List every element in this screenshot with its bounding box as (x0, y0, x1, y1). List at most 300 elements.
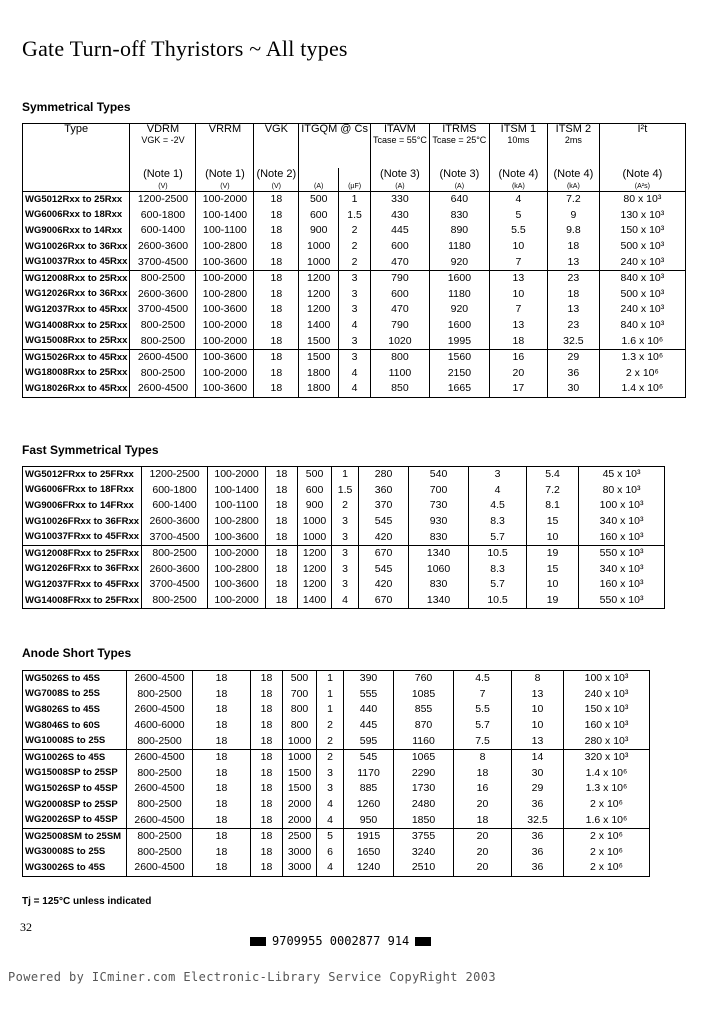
value-cell: 1800 (299, 381, 339, 397)
value-cell: 1160 (394, 733, 454, 749)
unit-7: (kA) (489, 182, 547, 192)
value-cell: 30 (547, 381, 599, 397)
value-cell: 29 (547, 349, 599, 365)
value-cell: 9 (547, 208, 599, 224)
value-cell: 18 (266, 562, 298, 578)
value-cell: 18 (251, 718, 283, 734)
value-cell: 16 (489, 349, 547, 365)
value-cell: 18 (254, 223, 299, 239)
value-cell: 1600 (429, 318, 489, 334)
value-cell: 18 (193, 671, 251, 687)
footnote: Tj = 125°C unless indicated (22, 896, 152, 907)
note-4 (339, 168, 371, 182)
value-cell: 855 (394, 702, 454, 718)
barcode-text: 9709955 0002877 914 (272, 934, 410, 948)
value-cell: 555 (344, 687, 394, 703)
value-cell: 36 (512, 828, 564, 844)
note-2: (Note 2) (254, 168, 299, 182)
value-cell: 2 (317, 733, 344, 749)
header-itsm2-condition: 2ms (564, 134, 582, 145)
value-cell: 10 (489, 287, 547, 303)
type-cell: WG14008FRxx to 25FRxx (23, 593, 142, 609)
value-cell: 1850 (394, 812, 454, 828)
value-cell: 16 (454, 781, 512, 797)
value-cell: 1000 (298, 514, 332, 530)
value-cell: 4 (339, 381, 371, 397)
header-vdrm-condition: VGK = -2V (141, 134, 185, 145)
value-cell: 1665 (429, 381, 489, 397)
unit-6: (A) (429, 182, 489, 192)
note-7: (Note 4) (489, 168, 547, 182)
value-cell: 7.2 (547, 192, 599, 208)
type-cell: WG12037Rxx to 45Rxx (23, 302, 130, 318)
value-cell: 2600-4500 (127, 860, 193, 876)
header-itavm-label: ITAVM (383, 123, 416, 135)
value-cell: 1065 (394, 749, 454, 765)
header-vdrm (130, 124, 196, 169)
value-cell: 1200 (298, 545, 332, 561)
table-row (23, 381, 686, 397)
value-cell: 3700-4500 (142, 529, 208, 545)
header-itsm1-condition: 10ms (507, 134, 530, 145)
value-cell: 18 (193, 828, 251, 844)
value-cell: 800-2500 (142, 593, 208, 609)
value-cell: 600-1400 (130, 223, 196, 239)
value-cell: 4 (339, 318, 371, 334)
value-cell: 730 (409, 498, 469, 514)
value-cell: 2600-4500 (127, 749, 193, 765)
unit-5: (A) (370, 182, 429, 192)
value-cell: 1915 (344, 828, 394, 844)
value-cell: 2150 (429, 366, 489, 382)
value-cell: 10 (527, 529, 579, 545)
value-cell: 18 (266, 514, 298, 530)
value-cell: 100-2000 (196, 366, 254, 382)
value-cell: 1.3 x 10⁶ (599, 349, 685, 365)
value-cell: 2 x 10⁶ (564, 797, 650, 813)
table-row (23, 687, 650, 703)
value-cell: 2600-4500 (130, 349, 196, 365)
value-cell: 2000 (283, 812, 317, 828)
table-row (23, 766, 650, 782)
value-cell: 4 (317, 797, 344, 813)
header-itgqm-label: ITGQM @ Cs (301, 123, 368, 135)
value-cell: 420 (359, 529, 409, 545)
value-cell: 1.4 x 10⁶ (599, 381, 685, 397)
value-cell: 1170 (344, 766, 394, 782)
value-cell: 3000 (283, 860, 317, 876)
value-cell: 1100 (370, 366, 429, 382)
value-cell: 18 (266, 545, 298, 561)
table-row (23, 287, 686, 303)
header-i2t-label: I²t (637, 123, 648, 135)
value-cell: 18 (193, 718, 251, 734)
value-cell: 800-2500 (127, 687, 193, 703)
value-cell: 3700-4500 (142, 577, 208, 593)
value-cell: 2600-3600 (142, 562, 208, 578)
value-cell: 840 x 10³ (599, 318, 685, 334)
value-cell: 500 (298, 467, 332, 483)
value-cell: 18 (254, 366, 299, 382)
header-itgqm (299, 124, 371, 169)
value-cell: 670 (359, 593, 409, 609)
value-cell: 1 (317, 671, 344, 687)
value-cell: 10 (527, 577, 579, 593)
value-cell: 13 (512, 687, 564, 703)
header-row (23, 124, 686, 169)
value-cell: 1000 (298, 529, 332, 545)
value-cell: 2 x 10⁶ (599, 366, 685, 382)
type-cell: WG5012Rxx to 25Rxx (23, 192, 130, 208)
value-cell: 13 (489, 270, 547, 286)
value-cell: 100-1400 (196, 208, 254, 224)
value-cell: 18 (254, 349, 299, 365)
value-cell: 32.5 (512, 812, 564, 828)
value-cell: 600-1800 (130, 208, 196, 224)
header-vgk (254, 124, 299, 169)
value-cell: 2600-4500 (127, 702, 193, 718)
value-cell: 100-3600 (208, 577, 266, 593)
type-cell: WG12037FRxx to 45FRxx (23, 577, 142, 593)
value-cell: 800-2500 (130, 270, 196, 286)
value-cell: 800-2500 (130, 366, 196, 382)
value-cell: 100-3600 (196, 381, 254, 397)
value-cell: 1340 (409, 593, 469, 609)
value-cell: 10 (512, 718, 564, 734)
value-cell: 800-2500 (130, 333, 196, 349)
page-number: 32 (20, 920, 32, 934)
value-cell: 30 (512, 766, 564, 782)
type-cell: WG14008Rxx to 25Rxx (23, 318, 130, 334)
value-cell: 4.5 (469, 498, 527, 514)
fast-symmetrical-types-table (22, 466, 665, 609)
value-cell: 18 (193, 812, 251, 828)
unit-9: (A²s) (599, 182, 685, 192)
header-itrms-condition: Tcase = 25°C (432, 134, 487, 145)
value-cell: 6 (317, 845, 344, 861)
value-cell: 18 (266, 483, 298, 499)
value-cell: 1 (317, 687, 344, 703)
value-cell: 100-2000 (196, 270, 254, 286)
value-cell: 2600-4500 (127, 781, 193, 797)
type-cell: WG7008S to 25S (23, 687, 127, 703)
barcode-block-left (250, 937, 266, 946)
value-cell: 240 x 10³ (599, 302, 685, 318)
value-cell: 360 (359, 483, 409, 499)
value-cell: 600 (298, 483, 332, 499)
value-cell: 32.5 (547, 333, 599, 349)
value-cell: 500 x 10³ (599, 287, 685, 303)
value-cell: 3 (339, 270, 371, 286)
value-cell: 100-2800 (196, 239, 254, 255)
type-cell: WG10037Rxx to 45Rxx (23, 254, 130, 270)
value-cell: 18 (254, 381, 299, 397)
value-cell: 2510 (394, 860, 454, 876)
value-cell: 18 (193, 766, 251, 782)
type-cell: WG9006FRxx to 14FRxx (23, 498, 142, 514)
section-title-anode: Anode Short Types (22, 646, 132, 660)
value-cell: 800 (283, 702, 317, 718)
table-row (23, 718, 650, 734)
value-cell: 100-2800 (196, 287, 254, 303)
value-cell: 5.7 (454, 718, 512, 734)
value-cell: 18 (251, 812, 283, 828)
value-cell: 100-1100 (208, 498, 266, 514)
value-cell: 18 (266, 593, 298, 609)
value-cell: 1500 (299, 349, 339, 365)
value-cell: 2480 (394, 797, 454, 813)
value-cell: 3755 (394, 828, 454, 844)
value-cell: 830 (409, 577, 469, 593)
value-cell: 700 (283, 687, 317, 703)
value-cell: 18 (454, 766, 512, 782)
table-row (23, 845, 650, 861)
value-cell: 1730 (394, 781, 454, 797)
value-cell: 18 (254, 270, 299, 286)
anode-short-types-table (22, 670, 650, 877)
value-cell: 4 (317, 860, 344, 876)
header-itsm1 (489, 124, 547, 169)
value-cell: 1000 (299, 254, 339, 270)
value-cell: 1340 (409, 545, 469, 561)
unit-8: (kA) (547, 182, 599, 192)
value-cell: 2 x 10⁶ (564, 845, 650, 861)
type-cell: WG15026SP to 45SP (23, 781, 127, 797)
value-cell: 1200 (299, 270, 339, 286)
type-cell: WG10026Rxx to 36Rxx (23, 239, 130, 255)
table-row (23, 749, 650, 765)
table-row (23, 529, 665, 545)
value-cell: 1.5 (339, 208, 371, 224)
value-cell: 2600-4500 (130, 381, 196, 397)
value-cell: 18 (251, 845, 283, 861)
value-cell: 4 (469, 483, 527, 499)
value-cell: 500 x 10³ (599, 239, 685, 255)
header-itrms (429, 124, 489, 169)
type-cell: WG10026FRxx to 36FRxx (23, 514, 142, 530)
value-cell: 3 (332, 562, 359, 578)
type-cell: WG15008SP to 25SP (23, 766, 127, 782)
type-cell: WG6006FRxx to 18FRxx (23, 483, 142, 499)
value-cell: 36 (512, 845, 564, 861)
value-cell: 930 (409, 514, 469, 530)
value-cell: 20 (489, 366, 547, 382)
value-cell: 3 (339, 287, 371, 303)
value-cell: 240 x 10³ (599, 254, 685, 270)
type-cell: WG20008SP to 25SP (23, 797, 127, 813)
value-cell: 3 (317, 781, 344, 797)
value-cell: 790 (370, 318, 429, 334)
value-cell: 18 (193, 781, 251, 797)
value-cell: 18 (254, 239, 299, 255)
value-cell: 470 (370, 254, 429, 270)
value-cell: 18 (251, 671, 283, 687)
value-cell: 1000 (299, 239, 339, 255)
value-cell: 545 (359, 562, 409, 578)
table-row (23, 223, 686, 239)
note-0: (Note 1) (130, 168, 196, 182)
value-cell: 640 (429, 192, 489, 208)
value-cell: 18 (251, 828, 283, 844)
value-cell: 5.5 (454, 702, 512, 718)
value-cell: 550 x 10³ (579, 593, 665, 609)
table-row (23, 208, 686, 224)
type-cell: WG12026FRxx to 36FRxx (23, 562, 142, 578)
value-cell: 1200 (299, 287, 339, 303)
value-cell: 1560 (429, 349, 489, 365)
value-cell: 550 x 10³ (579, 545, 665, 561)
value-cell: 13 (547, 254, 599, 270)
value-cell: 100-2000 (196, 318, 254, 334)
value-cell: 5.5 (489, 223, 547, 239)
value-cell: 8 (454, 749, 512, 765)
header-itavm-condition: Tcase = 55°C (372, 134, 427, 145)
value-cell: 1200 (298, 562, 332, 578)
value-cell: 7 (489, 254, 547, 270)
value-cell: 2000 (283, 797, 317, 813)
header-vgk-label: VGK (264, 123, 288, 135)
value-cell: 29 (512, 781, 564, 797)
value-cell: 885 (344, 781, 394, 797)
table-row (23, 593, 665, 609)
page-title: Gate Turn-off Thyristors ~ All types (22, 36, 348, 61)
note-1: (Note 1) (196, 168, 254, 182)
value-cell: 3 (332, 545, 359, 561)
type-cell: WG8026S to 45S (23, 702, 127, 718)
note-8: (Note 4) (547, 168, 599, 182)
header-itsm2-label: ITSM 2 (555, 123, 592, 135)
type-cell: WG5026S to 45S (23, 671, 127, 687)
value-cell: 800-2500 (130, 318, 196, 334)
note-5: (Note 3) (370, 168, 429, 182)
value-cell: 1650 (344, 845, 394, 861)
value-cell: 430 (370, 208, 429, 224)
value-cell: 20 (454, 797, 512, 813)
type-cell: WG6006Rxx to 18Rxx (23, 208, 130, 224)
value-cell: 280 x 10³ (564, 733, 650, 749)
value-cell: 2 (317, 749, 344, 765)
section-title-fast: Fast Symmetrical Types (22, 443, 159, 457)
type-cell: WG10026S to 45S (23, 749, 127, 765)
value-cell: 800-2500 (127, 797, 193, 813)
type-cell: WG12008Rxx to 25Rxx (23, 270, 130, 286)
value-cell: 18 (251, 749, 283, 765)
value-cell: 760 (394, 671, 454, 687)
header-itsm1-label: ITSM 1 (500, 123, 537, 135)
value-cell: 7.2 (527, 483, 579, 499)
value-cell: 1180 (429, 287, 489, 303)
value-cell: 3 (332, 514, 359, 530)
value-cell: 36 (512, 797, 564, 813)
table-row (23, 498, 665, 514)
value-cell: 80 x 10³ (599, 192, 685, 208)
value-cell: 600-1800 (142, 483, 208, 499)
value-cell: 1995 (429, 333, 489, 349)
value-cell: 100-2800 (208, 514, 266, 530)
value-cell: 45 x 10³ (579, 467, 665, 483)
value-cell: 390 (344, 671, 394, 687)
value-cell: 3 (469, 467, 527, 483)
value-cell: 330 (370, 192, 429, 208)
table-row (23, 733, 650, 749)
note-3 (299, 168, 339, 182)
value-cell: 18 (193, 733, 251, 749)
value-cell: 800-2500 (127, 828, 193, 844)
header-itavm (370, 124, 429, 169)
value-cell: 100-3600 (196, 302, 254, 318)
table-row (23, 254, 686, 270)
value-cell: 840 x 10³ (599, 270, 685, 286)
value-cell: 18 (266, 498, 298, 514)
table-row (23, 318, 686, 334)
value-cell: 2600-4500 (127, 812, 193, 828)
value-cell: 1 (332, 467, 359, 483)
header-vrrm-label: VRRM (208, 123, 242, 135)
barcode (244, 934, 437, 948)
value-cell: 700 (409, 483, 469, 499)
value-cell: 595 (344, 733, 394, 749)
value-cell: 5.7 (469, 577, 527, 593)
table-row (23, 828, 650, 844)
value-cell: 100-2000 (208, 593, 266, 609)
value-cell: 2500 (283, 828, 317, 844)
type-cell: WG12008FRxx to 25FRxx (23, 545, 142, 561)
header-vdrm-label: VDRM (146, 123, 180, 135)
value-cell: 18 (251, 702, 283, 718)
value-cell: 1200 (298, 577, 332, 593)
value-cell: 160 x 10³ (579, 577, 665, 593)
table-row (23, 860, 650, 876)
value-cell: 540 (409, 467, 469, 483)
table-row (23, 545, 665, 561)
table-row (23, 349, 686, 365)
value-cell: 1060 (409, 562, 469, 578)
notes-row (23, 168, 686, 182)
table-row (23, 781, 650, 797)
value-cell: 950 (344, 812, 394, 828)
table-row (23, 302, 686, 318)
value-cell: 13 (489, 318, 547, 334)
footer-watermark: Powered by ICminer.com Electronic-Library Service CopyRight 2003 (8, 970, 496, 984)
value-cell: 18 (254, 302, 299, 318)
value-cell: 1085 (394, 687, 454, 703)
value-cell: 600 (370, 287, 429, 303)
value-cell: 13 (512, 733, 564, 749)
table-row (23, 702, 650, 718)
header-i2t (599, 124, 685, 169)
unit-type (23, 182, 130, 192)
value-cell: 20 (454, 828, 512, 844)
value-cell: 10.5 (469, 593, 527, 609)
value-cell: 900 (299, 223, 339, 239)
type-cell: WG8046S to 60S (23, 718, 127, 734)
value-cell: 545 (359, 514, 409, 530)
value-cell: 240 x 10³ (564, 687, 650, 703)
value-cell: 1000 (283, 749, 317, 765)
table-row (23, 562, 665, 578)
type-cell: WG18008Rxx to 25Rxx (23, 366, 130, 382)
value-cell: 370 (359, 498, 409, 514)
type-cell: WG18026Rxx to 45Rxx (23, 381, 130, 397)
value-cell: 18 (251, 797, 283, 813)
value-cell: 10.5 (469, 545, 527, 561)
value-cell: 18 (251, 860, 283, 876)
table-row (23, 577, 665, 593)
value-cell: 36 (547, 366, 599, 382)
type-cell: WG15008Rxx to 25Rxx (23, 333, 130, 349)
value-cell: 14 (512, 749, 564, 765)
value-cell: 800-2500 (142, 545, 208, 561)
